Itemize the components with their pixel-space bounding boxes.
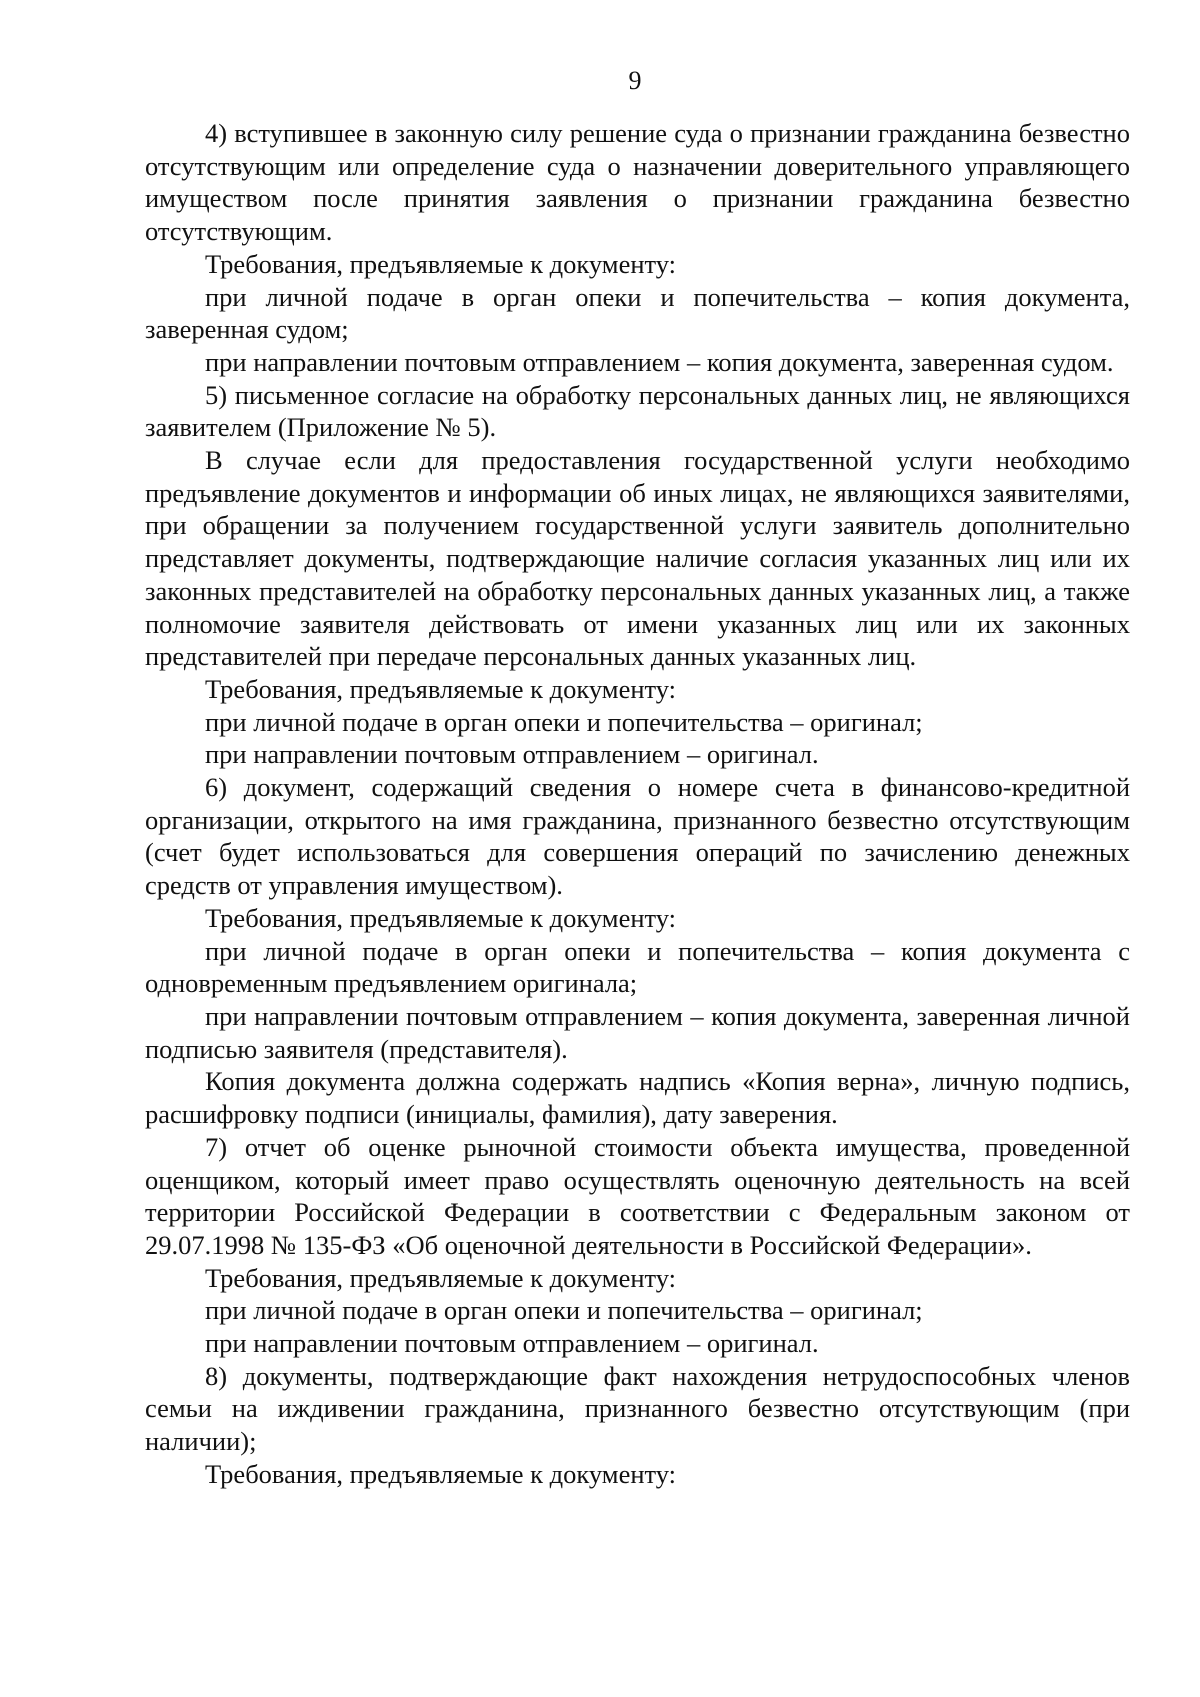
requirements-heading: Требования, предъявляемые к документу: [205,673,677,704]
paragraph-item-4: 4) вступившее в законную силу решение суда о признании гражданина безвестно отсутствующим или определение суда о назначении доверительного управляющего имуществом после принятия заявления о признании гражданина безвестно отсутствующим. [145,118,1130,247]
paragraph-item-6: 6) документ, содержащий сведения о номере счета в финансово-кредитной организации, открытого на имя гражданина, признанного безвестно отсутствующим (счет будет использоваться для совершения операций по зачислению денежных средств от управления имуществом). [145,772,1130,901]
requirement-personal-submission: при личной подаче в орган опеки и попечительства – оригинал; [205,706,923,737]
requirement-personal-submission: при личной подаче в орган опеки и попечительства – оригинал; [205,1295,923,1326]
requirement-personal-submission: при личной подаче в орган опеки и попечительства – копия документа, заверенная судом; [145,281,1130,345]
requirement-postal-submission: при направлении почтовым отправлением – копия документа, заверенная личной подписью заявителя (представителя). [145,1000,1130,1064]
requirements-heading: Требования, предъявляемые к документу: [205,902,677,933]
page-number: 9 [628,66,642,95]
requirements-heading: Требования, предъявляемые к документу: [205,1262,677,1293]
requirements-heading: Требования, предъявляемые к документу: [205,1458,677,1489]
requirement-postal-submission: при направлении почтовым отправлением – оригинал. [205,1328,819,1359]
paragraph-item-7: 7) отчет об оценке рыночной стоимости объекта имущества, проведенной оценщиком, который имеет право осуществлять оценочную деятельность на всей территории Российской Федерации в соответствии с Федеральным законом от 29.07.1998 № 135-ФЗ «Об оценочной деятельности в Российской Федерации». [145,1131,1130,1260]
paragraph-third-party-data: В случае если для предоставления государственной услуги необходимо предъявление документов и информации об иных лицах, не являющихся заявителями, при обращении за получением государственной услуги заявитель дополнительно представляет документы, подтверждающие наличие согласия указанных лиц или их законных представителей на обработку персональных данных указанных лиц, а также полномочие заявителя действовать от имени указанных лиц или их законных представителей при передаче персональных данных указанных лиц. [145,445,1130,672]
requirement-postal-submission: при направлении почтовым отправлением – копия документа, заверенная судом. [205,346,1114,377]
requirement-postal-submission: при направлении почтовым отправлением – оригинал. [205,739,819,770]
requirement-personal-submission: при личной подаче в орган опеки и попечительства – копия документа с одновременным предъявлением оригинала; [145,935,1130,999]
paragraph-copy-certification: Копия документа должна содержать надпись «Копия верна», личную подпись, расшифровку подписи (инициалы, фамилия), дату заверения. [145,1066,1130,1130]
paragraph-item-5: 5) письменное согласие на обработку персональных данных лиц, не являющихся заявителем (Приложение № 5). [145,379,1130,443]
document-body [145,117,1130,1491]
requirements-heading: Требования, предъявляемые к документу: [205,248,677,279]
paragraph-item-8: 8) документы, подтверждающие факт нахождения нетрудоспособных членов семьи на иждивении гражданина, признанного безвестно отсутствующим (при наличии); [145,1360,1130,1457]
